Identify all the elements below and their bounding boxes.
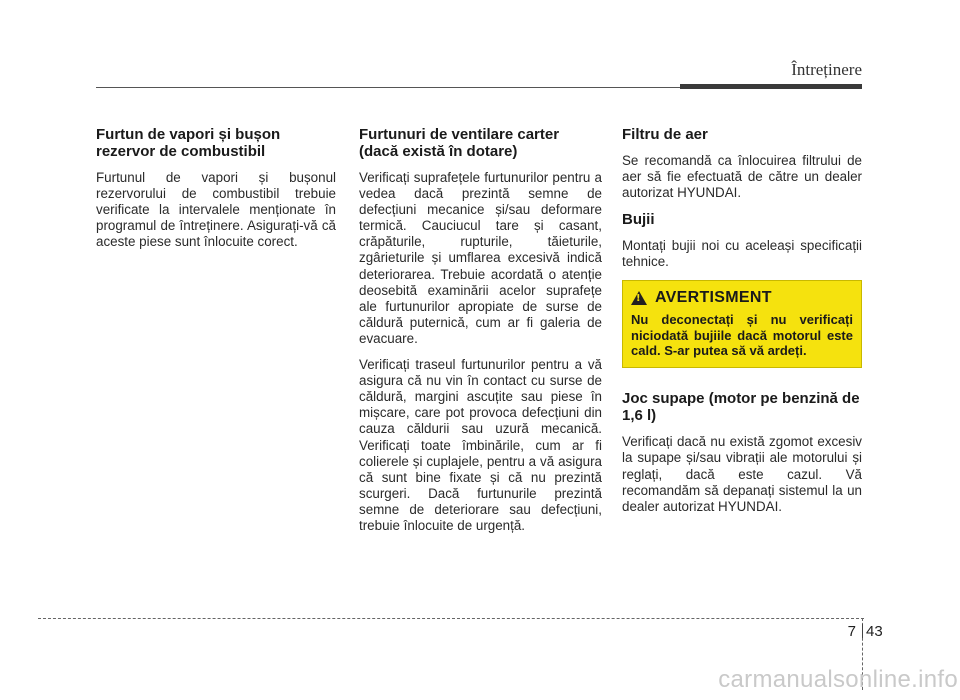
vapor-hose-heading: Furtun de vapori și bușon rezervor de combustibil xyxy=(96,126,281,160)
column-3 xyxy=(622,126,862,525)
crankcase-hoses-heading: Furtunuri de ventilare carter (dacă există în dotare) xyxy=(359,126,560,160)
crankcase-hoses-paragraph-2: Verificați traseul furtunurilor pentru a vă asigura că nu vin în contact cu surse de căldură, margini ascuțite sau piese în mișcare, care pot provoca defecțiuni din cauza căldurii sau uzură mecanică. Verificați toate îmbinările, cum ar fi colierele și cuplajele, pentru a vă asigura că sunt bine fixate și că nu prezintă scurgeri. Dacă furtunurile prezintă semne de deteriorare sau defecțiuni, trebuie înlocuite de urgență. xyxy=(359,357,602,533)
chapter-number: 7 xyxy=(847,623,856,640)
air-filter-paragraph: Se recomandă ca înlocuirea filtrului de aer să fie efectuată de către un dealer autorizat HYUNDAI. xyxy=(622,153,862,201)
vapor-hose-paragraph: Furtunul de vapori și bușonul rezervorului de combustibil trebuie verificate la intervalele menționate în programul de întreținere. Asigurați-vă că aceste piese sunt înlocuite corect. xyxy=(96,170,336,250)
valve-clearance-heading: Joc supape (motor pe benzină de 1,6 l) xyxy=(622,390,860,425)
valve-clearance-paragraph: Verificați dacă nu există zgomot excesiv la supape și/sau vibrații ale motorului și reglați, dacă este cazul. Vă recomandăm să depanați sistemul la un dealer autorizat HYUNDAI. xyxy=(622,434,862,514)
page-number-separator xyxy=(862,624,863,638)
spark-plugs-paragraph: Montați bujii noi cu aceleași specificații tehnice. xyxy=(622,238,862,270)
header-rule-thick xyxy=(680,84,862,89)
warning-text: Nu deconectați și nu verificați niciodată bujiile dacă motorul este cald. S-ar putea să vă ardeți. xyxy=(631,312,853,359)
warning-triangle-icon xyxy=(631,291,647,305)
watermark: carmanualsonline.info xyxy=(718,666,958,693)
column-2 xyxy=(359,126,602,544)
air-filter-heading: Filtru de aer xyxy=(622,126,708,143)
warning-header xyxy=(631,289,853,307)
column-1 xyxy=(96,126,336,260)
warning-title: AVERTISMENT xyxy=(655,289,772,307)
spark-plugs-heading: Bujii xyxy=(622,211,655,229)
warning-box xyxy=(622,280,862,368)
section-title: Întreținere xyxy=(791,60,862,79)
crankcase-hoses-paragraph-1: Verificați suprafețele furtunurilor pentru a vedea dacă prezintă semne de defecțiuni mecanice și/sau deformare termică. Cauciucul tare și casant, crăpăturile, rupturile, tăieturile, zgârieturile și umflarea excesivă indică deteriorarea. Trebuie acordată o atenție deosebită examinării acelor suprafețe ale furtunurilor apropiate de surse de căldură puternică, cum ar fi galeria de evacuare. xyxy=(359,170,602,346)
page-number: 43 xyxy=(866,623,883,640)
footer-rule xyxy=(38,618,864,619)
